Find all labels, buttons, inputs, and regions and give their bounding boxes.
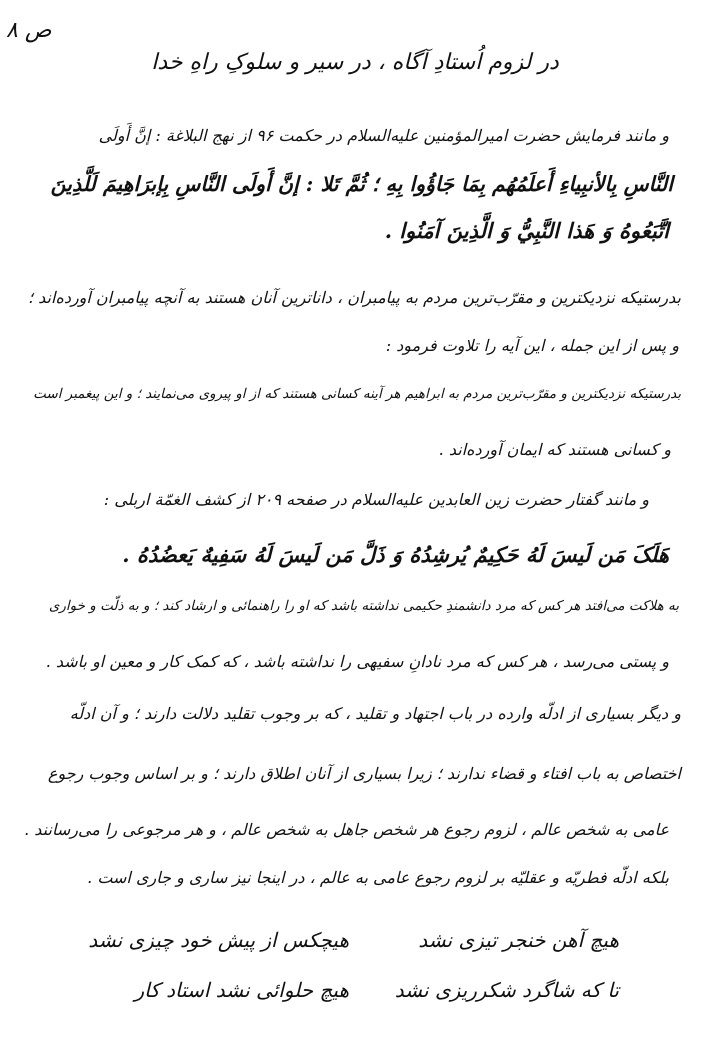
poem-verse-2-left: تا که شاگرد شکرریزی نشد [394,978,619,1002]
poem-verse-1-left: هیچ آهن خنجر تیزی نشد [418,928,619,952]
page-number: ص ۸ [6,18,52,43]
paragraph-1-line-1: و مانند فرمایش حضرت امیرالمؤمنین علیه‌السلام در حکمت ۹۶ از نهج البلاغة : إنَّ أَولَى [98,126,669,145]
paragraph-4-line-3: عامی به شخص عالم ، لزوم رجوع هر شخص جاهل به شخص عالم ، و هر مرجوعی را می‌رسانند . [24,820,669,839]
paragraph-3-line-2: هَلَکَ مَن لَيسَ لَهُ حَكِيمٌ يُرشِدُهُ وَ ذَلَّ مَن لَيسَ لَهُ سَفِيهٌ يَعضُدُهُ . [122,542,669,567]
paragraph-3-line-4: و پستی می‌رسد ، هر کس که مرد نادانِ سفیهی را نداشته باشد ، که کمک کار و معین او باشد . [45,652,669,671]
poem-verse-2-right: هیچ حلوائی نشد استاد کار [134,978,349,1002]
paragraph-1-line-3: اتَّبَعُوهُ وَ هَذا النَّبِيُّ وَ الَّذِينَ آمَنُوا . [384,218,669,243]
paragraph-2-line-4: و کسانی هستند که ایمان آورده‌اند . [438,440,671,459]
paragraph-3-line-3: به هلاکت می‌افتد هر کس که مرد دانشمندِ حکیمی نداشته باشد که او را راهنمائی و ارشاد کند ؛ و به ذلّت و خواری [48,598,679,614]
poem-verse-1-right: هیچکس از پیش خود چیزی نشد [88,928,349,952]
paragraph-2-line-3: بدرستیکه نزدیکترین و مقرّب‌ترین مردم به ابراهیم هر آینه کسانی هستند که از او پیروی می‌نمایند ؛ و این پیغمبر است [33,386,681,402]
paragraph-3-line-1: و مانند گفتار حضرت زین العابدین علیه‌السلام در صفحه ۲۰۹ از کشف الغمّة اربلی : [103,490,649,509]
paragraph-4-line-1: و دیگر بسیاری از ادلّه وارده در باب اجتهاد و تقلید ، که بر وجوب تقلید دلالت دارند ؛ و آن ادلّه [69,704,681,723]
paragraph-4-line-2: اختصاص به باب افتاء و قضاء ندارند ؛ زیرا بسیاری از آنان اطلاق دارند ؛ و بر اساس وجوب رجوع [47,764,681,783]
paragraph-2-line-1: بدرستیکه نزدیکترین و مقرّب‌ترین مردم به پیامبران ، داناترین آنان هستند به آنچه پیامبران آورده‌اند ؛ [27,288,681,307]
paragraph-2-line-2: و پس از این جمله ، این آیه را تلاوت فرمود : [385,336,679,355]
page-title: در لزوم اُستادِ آگاه ، در سیر و سلوکِ راهِ خدا [151,50,559,75]
paragraph-4-line-4: بلکه ادلّه فطریّه و عقلیّه بر لزوم رجوع عامی به عالم ، در اینجا نیز ساری و جاری است . [87,868,669,887]
paragraph-1-line-2: النَّاسِ بِالأنبِياءِ أَعلَمُهُم بِمَا جَاؤُوا بِهِ ؛ ثُمَّ تَلا : إنَّ أَولَى النَّاسِ بِإبرَاهِيمَ لَلَّذِينَ [50,172,673,196]
